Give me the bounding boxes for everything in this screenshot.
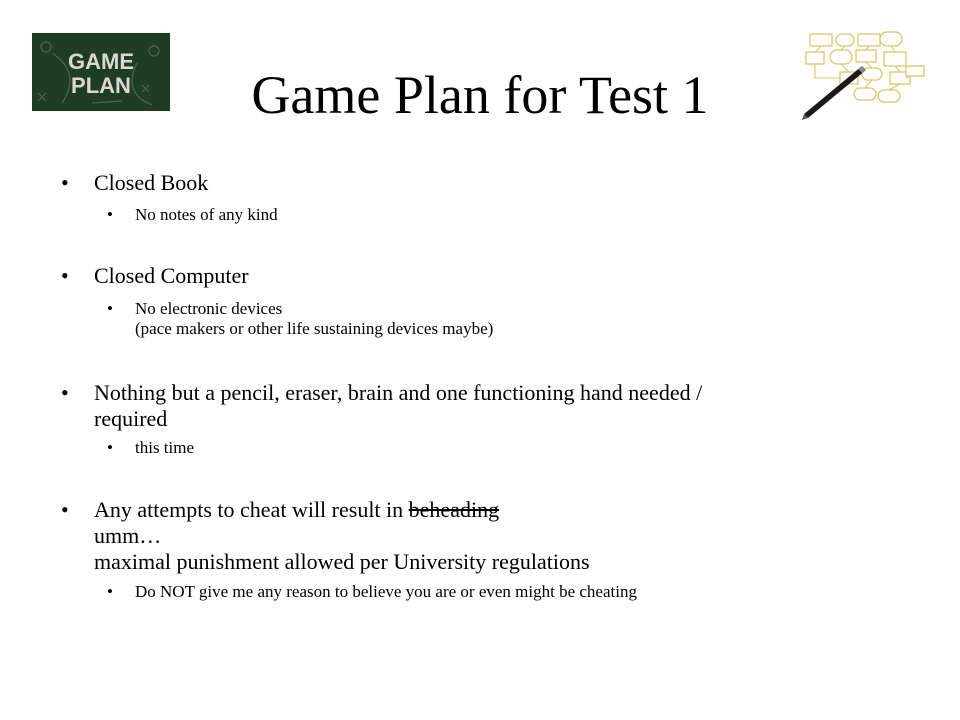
sub-bullet-line: (pace makers or other life sustaining devices maybe) [135,319,494,338]
bullet-line: Nothing but a pencil, eraser, brain and one functioning hand needed / [94,380,703,405]
sub-list-item [107,205,278,225]
list-item [61,380,703,432]
sub-bullet-line: No electronic devices [135,299,283,318]
sub-bullet-text: this time [135,438,195,457]
bullet-line: umm… [94,523,162,548]
bullet-icon: • [107,582,113,601]
sub-list-item [107,299,494,339]
bullet-line: maximal punishment allowed per University regulations [94,549,590,574]
bullet-text-prefix: Any attempts to cheat will result in [94,497,409,522]
bullet-line: required [94,406,168,431]
logo-line2: PLAN [71,73,131,98]
list-item [61,497,590,575]
list-item [61,170,209,196]
bullet-icon: • [61,170,69,195]
logo-line1: GAME [68,49,134,74]
list-item [61,263,249,289]
struck-text: beheading [408,497,500,522]
bullet-text: Closed Book [94,170,209,195]
sub-bullet-text: Do NOT give me any reason to believe you are or even might be cheating [135,582,637,601]
sub-list-item [107,438,195,458]
sub-list-item [107,582,637,602]
bullet-icon: • [61,380,69,405]
page-title: Game Plan for Test 1 [251,65,709,125]
bullet-icon: • [107,205,113,224]
sub-bullet-text: No notes of any kind [135,205,278,224]
bullet-icon: • [61,263,69,288]
bullet-icon: • [107,299,113,318]
bullet-icon: • [107,438,113,457]
bullet-line [94,497,590,523]
bullet-text: Closed Computer [94,263,249,288]
bullet-icon: • [61,497,69,522]
